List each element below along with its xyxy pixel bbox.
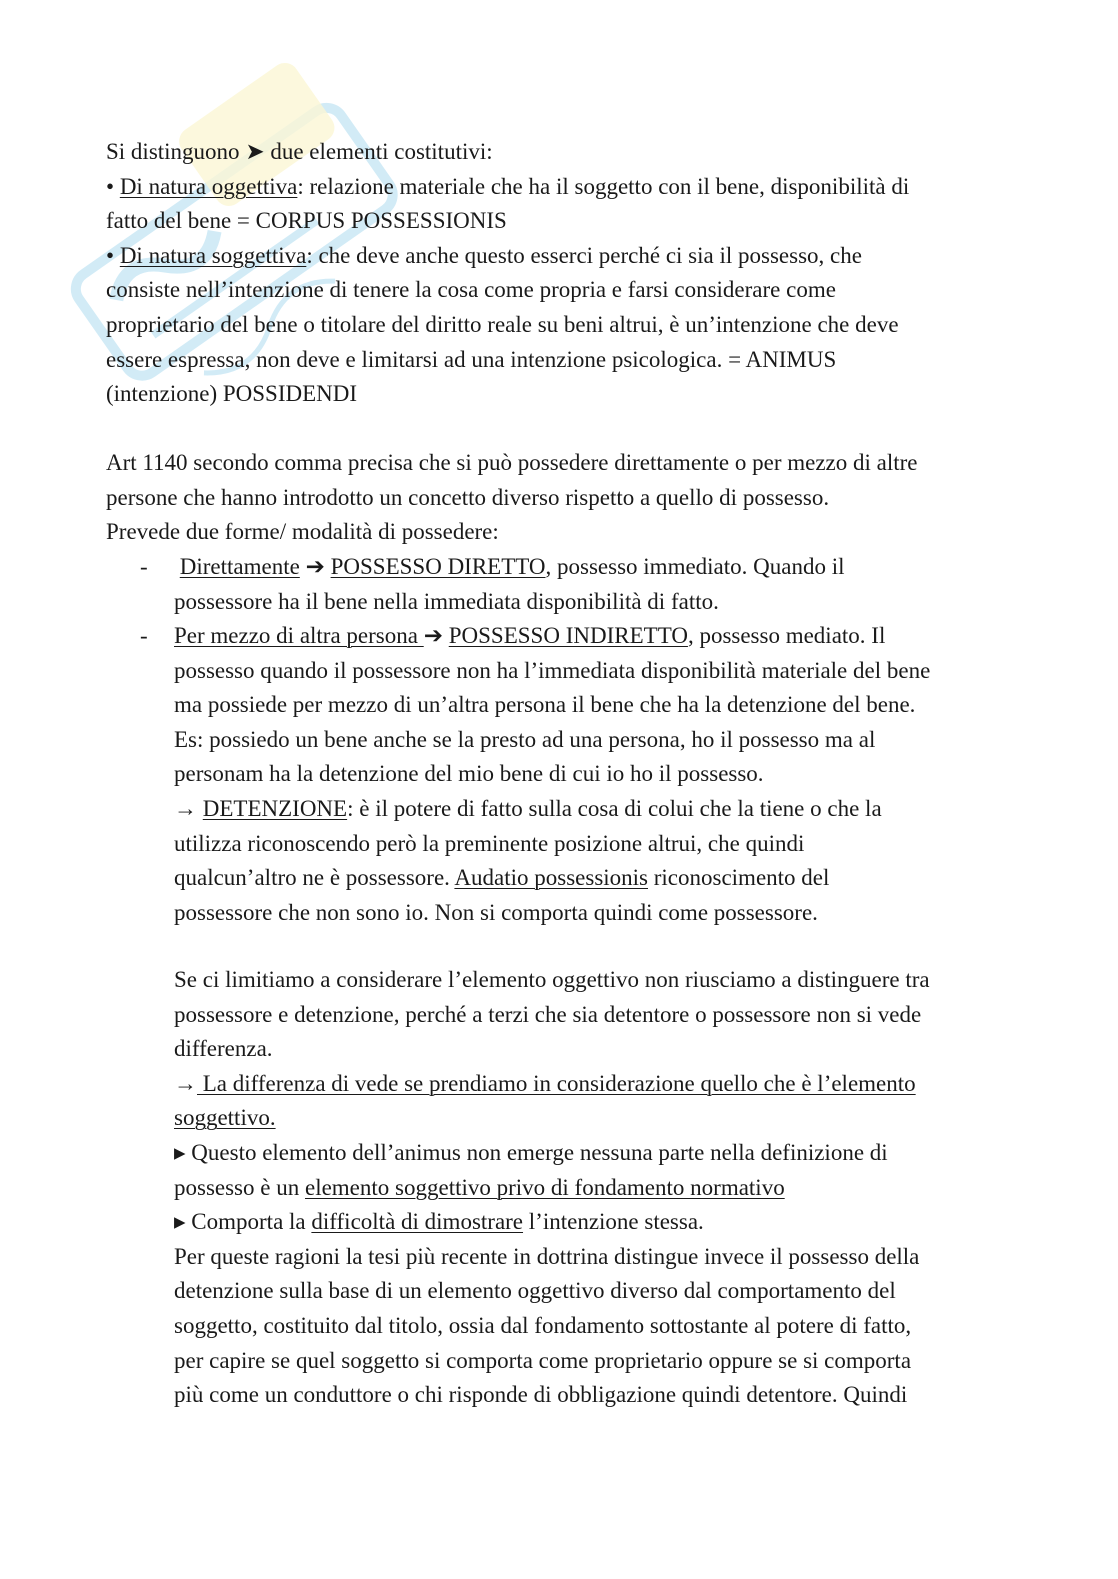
term-soggettiva: Di natura soggettiva [119, 242, 307, 268]
underlined-text: soggettivo. [174, 1105, 276, 1131]
oggettivo-paragraph [174, 963, 1054, 1413]
text: ▸ Comporta la [174, 1209, 312, 1235]
text: due elementi costitutivi: [264, 139, 493, 164]
text-line: possessore che non sono io. Non si comporta quindi come possessore. [174, 899, 818, 925]
dash-icon: - [140, 623, 148, 648]
detenzione-line [174, 792, 1054, 827]
text-line: personam ha la detenzione del mio bene di cui io ho il possesso. [174, 761, 764, 787]
dash-icon: - [140, 554, 148, 579]
text-line: essere espressa, non deve e limitarsi ad una intenzione psicologica. = ANIMUS [106, 346, 837, 372]
text-line [174, 1171, 1054, 1206]
bullet-oggettiva [106, 170, 1036, 205]
text-line: Per queste ragioni la tesi più recente in dottrina distingue invece il possesso della [174, 1243, 920, 1269]
text: : che deve anche questo esserci perché ci sia il possesso, che [306, 242, 862, 268]
text-line: detenzione sulla base di un elemento oggettivo diverso dal comportamento del [174, 1278, 896, 1304]
arrowhead-icon: ➤ [245, 139, 265, 164]
list-item-line [174, 550, 1054, 585]
arrow-right-icon: → [174, 795, 203, 821]
text: qualcun’altro ne è possessore. [174, 865, 455, 891]
list-item-diretto [174, 550, 1054, 619]
term-direttamente: Direttamente [179, 554, 300, 579]
text-line: consiste nell’intenzione di tenere la cosa come propria e farsi considerare come [106, 277, 836, 303]
text-line: proprietario del bene o titolare del diritto reale su beni altrui, è un’intenzione che deve [106, 311, 899, 337]
text-line: fatto del bene = CORPUS POSSESSIONIS [106, 208, 507, 234]
underlined-text: La differenza di vede se prendiamo in considerazione quello che è l’elemento [197, 1070, 916, 1096]
text: possesso è un [174, 1174, 305, 1200]
text-line: possessore e detenzione, perché a terzi che sia detentore o possessore non si vede [174, 1001, 922, 1027]
text: : relazione materiale che ha il soggetto con il bene, disponibilità di [297, 173, 910, 199]
text-line [174, 1101, 1054, 1136]
triangle-bullet-line [174, 1205, 1054, 1240]
text-line: ma possiede per mezzo di un’altra persona il bene che ha la detenzione del bene. [174, 692, 916, 718]
text-line: Art 1140 secondo comma precisa che si può possedere direttamente o per mezzo di altre [106, 450, 918, 475]
text-line [174, 861, 1054, 896]
text: Si distinguono [106, 139, 246, 164]
bullet-soggettiva [106, 239, 1036, 274]
text-line: soggetto, costituito dal titolo, ossia dal fondamento sottostante al potere di fatto, [174, 1312, 912, 1338]
intro-paragraph [106, 135, 1036, 412]
text: , possesso mediato. Il [687, 623, 886, 648]
term-possesso-indiretto: POSSESSO INDIRETTO [448, 623, 688, 648]
term-altra-persona: Per mezzo di altra persona [174, 623, 424, 648]
text-line: differenza. [174, 1036, 273, 1062]
text-line: Es: possiedo un bene anche se la presto ad una persona, ho il possesso ma al [174, 726, 876, 752]
text-line: Prevede due forme/ modalità di possedere: [106, 519, 499, 545]
text: , possesso immediato. Quando il [545, 554, 845, 579]
text-line: Se ci limitiamo a considerare l’elemento oggettivo non riusciamo a distinguere tra [174, 967, 930, 992]
text-line: utilizza riconoscendo però la preminente posizione altrui, che quindi [174, 830, 805, 856]
text-line: (intenzione) POSSIDENDI [106, 381, 358, 407]
arrow-right-icon: ➔ [299, 554, 331, 579]
text-line [174, 1067, 1054, 1102]
text-line: persone che hanno introdotto un concetto diverso rispetto a quello di possesso. [106, 484, 830, 510]
text: : è il potere di fatto sulla cosa di colui che la tiene o che la [347, 795, 882, 821]
text-line: più come un conduttore o chi risponde di obbligazione quindi detentore. Quindi [174, 1382, 908, 1408]
term-oggettiva: Di natura oggettiva [119, 173, 298, 199]
text: l’intenzione stessa. [523, 1209, 704, 1235]
text-line: per capire se quel soggetto si comporta come proprietario oppure se si comporta [174, 1347, 912, 1373]
term-audatio: Audatio possessionis [454, 865, 648, 891]
art-paragraph [106, 446, 1036, 550]
list-item-line [174, 619, 1054, 654]
underlined-text: difficoltà di dimostrare [311, 1209, 524, 1235]
term-detenzione: DETENZIONE [202, 795, 348, 821]
list-item-indiretto [174, 619, 1054, 930]
text-line: possesso quando il possessore non ha l’immediata disponibilità materiale del bene [174, 657, 931, 683]
term-possesso-diretto: POSSESSO DIRETTO [330, 554, 546, 579]
arrow-right-icon: → [174, 1070, 197, 1096]
bullet-icon: • [106, 242, 120, 268]
intro-line-1 [106, 135, 1036, 170]
bullet-icon: • [106, 173, 120, 199]
underlined-text: elemento soggettivo privo di fondamento normativo [304, 1174, 785, 1200]
text: riconoscimento del [648, 865, 830, 891]
triangle-bullet-line: ▸ Questo elemento dell’animus non emerge nessuna parte nella definizione di [174, 1139, 888, 1165]
text-line: possessore ha il bene nella immediata disponibilità di fatto. [174, 588, 719, 614]
arrow-right-icon: ➔ [423, 623, 449, 648]
